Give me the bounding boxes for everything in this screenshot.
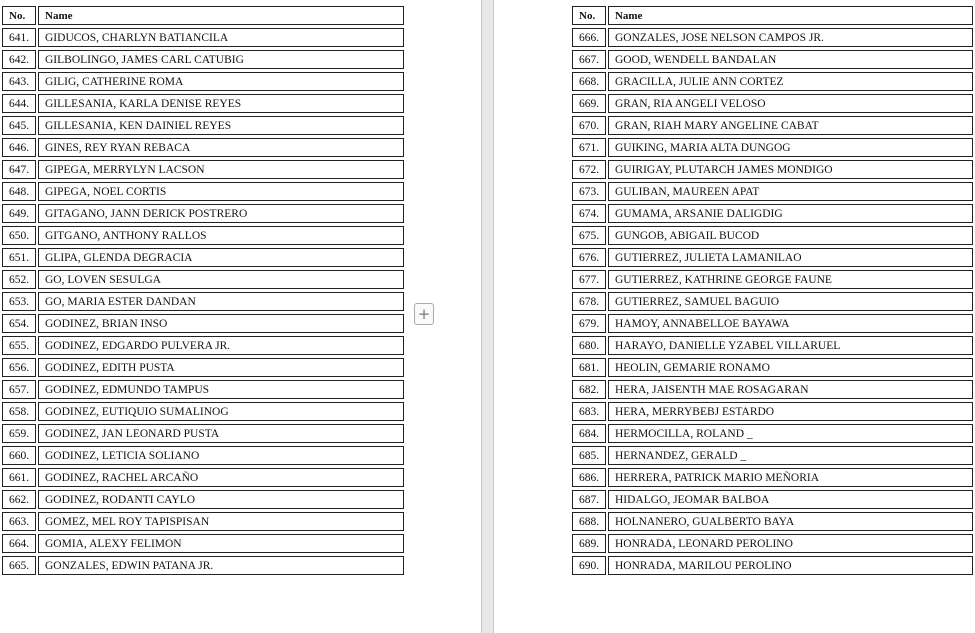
table-row [2, 94, 404, 113]
row-name: GUTIERREZ, KATHRINE GEORGE FAUNE [608, 270, 973, 289]
table-row [572, 270, 973, 289]
row-number: 650. [2, 226, 36, 245]
row-name: GODINEZ, LETICIA SOLIANO [38, 446, 404, 465]
table-row [572, 468, 973, 487]
table-row [572, 534, 973, 553]
table-row [2, 358, 404, 377]
document-page-right [494, 0, 975, 633]
row-number: 687. [572, 490, 606, 509]
row-name: GO, MARIA ESTER DANDAN [38, 292, 404, 311]
row-number: 677. [572, 270, 606, 289]
row-name: GUNGOB, ABIGAIL BUCOD [608, 226, 973, 245]
row-name: GUIKING, MARIA ALTA DUNGOG [608, 138, 973, 157]
row-name: GODINEZ, EDGARDO PULVERA JR. [38, 336, 404, 355]
table-row [572, 380, 973, 399]
row-number: 675. [572, 226, 606, 245]
table-header-row [2, 6, 404, 25]
row-name: HARAYO, DANIELLE YZABEL VILLARUEL [608, 336, 973, 355]
row-number: 674. [572, 204, 606, 223]
table-row [572, 204, 973, 223]
table-row [2, 72, 404, 91]
row-name: GULIBAN, MAUREEN APAT [608, 182, 973, 201]
row-name: GODINEZ, BRIAN INSO [38, 314, 404, 333]
row-name: HERA, JAISENTH MAE ROSAGARAN [608, 380, 973, 399]
row-number: 661. [2, 468, 36, 487]
row-name: HERNANDEZ, GERALD _ [608, 446, 973, 465]
table-row [572, 424, 973, 443]
table-row [2, 160, 404, 179]
row-number: 682. [572, 380, 606, 399]
row-name: GITGANO, ANTHONY RALLOS [38, 226, 404, 245]
table-row [2, 512, 404, 531]
row-number: 660. [2, 446, 36, 465]
row-number: 644. [2, 94, 36, 113]
table-row [2, 446, 404, 465]
row-name: HERRERA, PATRICK MARIO MEÑORIA [608, 468, 973, 487]
row-number: 646. [2, 138, 36, 157]
row-number: 667. [572, 50, 606, 69]
row-number: 688. [572, 512, 606, 531]
table-row [2, 490, 404, 509]
row-number: 670. [572, 116, 606, 135]
row-name: HEOLIN, GEMARIE RONAMO [608, 358, 973, 377]
row-number: 656. [2, 358, 36, 377]
row-number: 649. [2, 204, 36, 223]
table-row [2, 468, 404, 487]
row-name: GITAGANO, JANN DERICK POSTRERO [38, 204, 404, 223]
row-name: GINES, REY RYAN REBACA [38, 138, 404, 157]
row-name: GRACILLA, JULIE ANN CORTEZ [608, 72, 973, 91]
table-row [572, 182, 973, 201]
row-name: GIDUCOS, CHARLYN BATIANCILA [38, 28, 404, 47]
row-number: 686. [572, 468, 606, 487]
row-number: 684. [572, 424, 606, 443]
table-row [2, 336, 404, 355]
row-number: 673. [572, 182, 606, 201]
table-row [2, 556, 404, 575]
row-number: 676. [572, 248, 606, 267]
row-number: 662. [2, 490, 36, 509]
row-number: 651. [2, 248, 36, 267]
table-row [2, 204, 404, 223]
table-row [572, 160, 973, 179]
row-number: 668. [572, 72, 606, 91]
column-header-no: No. [572, 6, 606, 25]
row-number: 685. [572, 446, 606, 465]
row-name: GLIPA, GLENDA DEGRACIA [38, 248, 404, 267]
row-name: HAMOY, ANNABELLOE BAYAWA [608, 314, 973, 333]
row-name: GILIG, CATHERINE ROMA [38, 72, 404, 91]
table-row [2, 424, 404, 443]
column-header-name: Name [38, 6, 404, 25]
row-number: 652. [2, 270, 36, 289]
row-number: 669. [572, 94, 606, 113]
row-name: GRAN, RIA ANGELI VELOSO [608, 94, 973, 113]
row-number: 672. [572, 160, 606, 179]
row-name: HIDALGO, JEOMAR BALBOA [608, 490, 973, 509]
table-row [2, 402, 404, 421]
table-row [2, 28, 404, 47]
table-row [2, 116, 404, 135]
row-number: 642. [2, 50, 36, 69]
row-name: HONRADA, MARILOU PEROLINO [608, 556, 973, 575]
row-name: GODINEZ, RACHEL ARCAÑO [38, 468, 404, 487]
table-row [2, 534, 404, 553]
table-header-row [572, 6, 973, 25]
table-row [572, 556, 973, 575]
row-name: GILLESANIA, KEN DAINIEL REYES [38, 116, 404, 135]
row-name: GONZALES, JOSE NELSON CAMPOS JR. [608, 28, 973, 47]
table-row [572, 248, 973, 267]
column-header-no: No. [2, 6, 36, 25]
row-number: 647. [2, 160, 36, 179]
row-name: GO, LOVEN SESULGA [38, 270, 404, 289]
row-number: 678. [572, 292, 606, 311]
row-name: GUTIERREZ, JULIETA LAMANILAO [608, 248, 973, 267]
table-row [2, 380, 404, 399]
row-number: 690. [572, 556, 606, 575]
row-number: 663. [2, 512, 36, 531]
table-row [572, 292, 973, 311]
row-name: GIPEGA, NOEL CORTIS [38, 182, 404, 201]
row-name: GOOD, WENDELL BANDALAN [608, 50, 973, 69]
row-number: 689. [572, 534, 606, 553]
row-number: 680. [572, 336, 606, 355]
row-number: 643. [2, 72, 36, 91]
row-name: HERMOCILLA, ROLAND _ [608, 424, 973, 443]
row-number: 654. [2, 314, 36, 333]
row-number: 683. [572, 402, 606, 421]
table-row [572, 226, 973, 245]
row-number: 671. [572, 138, 606, 157]
row-name: GODINEZ, EUTIQUIO SUMALINOG [38, 402, 404, 421]
row-name: GRAN, RIAH MARY ANGELINE CABAT [608, 116, 973, 135]
row-name: GUMAMA, ARSANIE DALIGDIG [608, 204, 973, 223]
table-row [572, 50, 973, 69]
row-number: 664. [2, 534, 36, 553]
table-row [572, 336, 973, 355]
table-row [572, 28, 973, 47]
row-name: GODINEZ, EDITH PUSTA [38, 358, 404, 377]
table-row [2, 138, 404, 157]
table-row [572, 116, 973, 135]
table-row [2, 50, 404, 69]
row-number: 659. [2, 424, 36, 443]
row-name: GOMEZ, MEL ROY TAPISPISAN [38, 512, 404, 531]
row-number: 658. [2, 402, 36, 421]
row-name: GIPEGA, MERRYLYN LACSON [38, 160, 404, 179]
row-number: 645. [2, 116, 36, 135]
row-name: HONRADA, LEONARD PEROLINO [608, 534, 973, 553]
row-number: 665. [2, 556, 36, 575]
roster-table-right [570, 3, 975, 578]
table-row [572, 72, 973, 91]
row-number: 648. [2, 182, 36, 201]
row-name: HERA, MERRYBEBJ ESTARDO [608, 402, 973, 421]
table-row [572, 490, 973, 509]
row-name: GONZALES, EDWIN PATANA JR. [38, 556, 404, 575]
column-header-name: Name [608, 6, 973, 25]
row-number: 681. [572, 358, 606, 377]
page-edge [481, 0, 482, 633]
table-row [572, 94, 973, 113]
table-row [572, 446, 973, 465]
table-row [2, 182, 404, 201]
row-number: 679. [572, 314, 606, 333]
table-row [572, 402, 973, 421]
row-name: GODINEZ, RODANTI CAYLO [38, 490, 404, 509]
row-name: GILLESANIA, KARLA DENISE REYES [38, 94, 404, 113]
table-row [2, 226, 404, 245]
row-number: 657. [2, 380, 36, 399]
roster-body-left [2, 28, 404, 575]
document-page-left [0, 0, 481, 633]
table-row [2, 248, 404, 267]
row-name: GUIRIGAY, PLUTARCH JAMES MONDIGO [608, 160, 973, 179]
row-name: GUTIERREZ, SAMUEL BAGUIO [608, 292, 973, 311]
table-row [572, 314, 973, 333]
row-number: 641. [2, 28, 36, 47]
plus-icon: + [417, 304, 431, 323]
table-row [2, 270, 404, 289]
table-row [572, 358, 973, 377]
row-name: GODINEZ, EDMUNDO TAMPUS [38, 380, 404, 399]
roster-table-left [0, 3, 406, 578]
row-name: HOLNANERO, GUALBERTO BAYA [608, 512, 973, 531]
row-name: GOMIA, ALEXY FELIMON [38, 534, 404, 553]
table-row [572, 138, 973, 157]
row-number: 653. [2, 292, 36, 311]
row-number: 666. [572, 28, 606, 47]
roster-body-right [572, 28, 973, 575]
add-row-button[interactable] [414, 303, 434, 325]
row-name: GILBOLINGO, JAMES CARL CATUBIG [38, 50, 404, 69]
table-row [572, 512, 973, 531]
row-name: GODINEZ, JAN LEONARD PUSTA [38, 424, 404, 443]
table-row [2, 314, 404, 333]
table-row [2, 292, 404, 311]
row-number: 655. [2, 336, 36, 355]
